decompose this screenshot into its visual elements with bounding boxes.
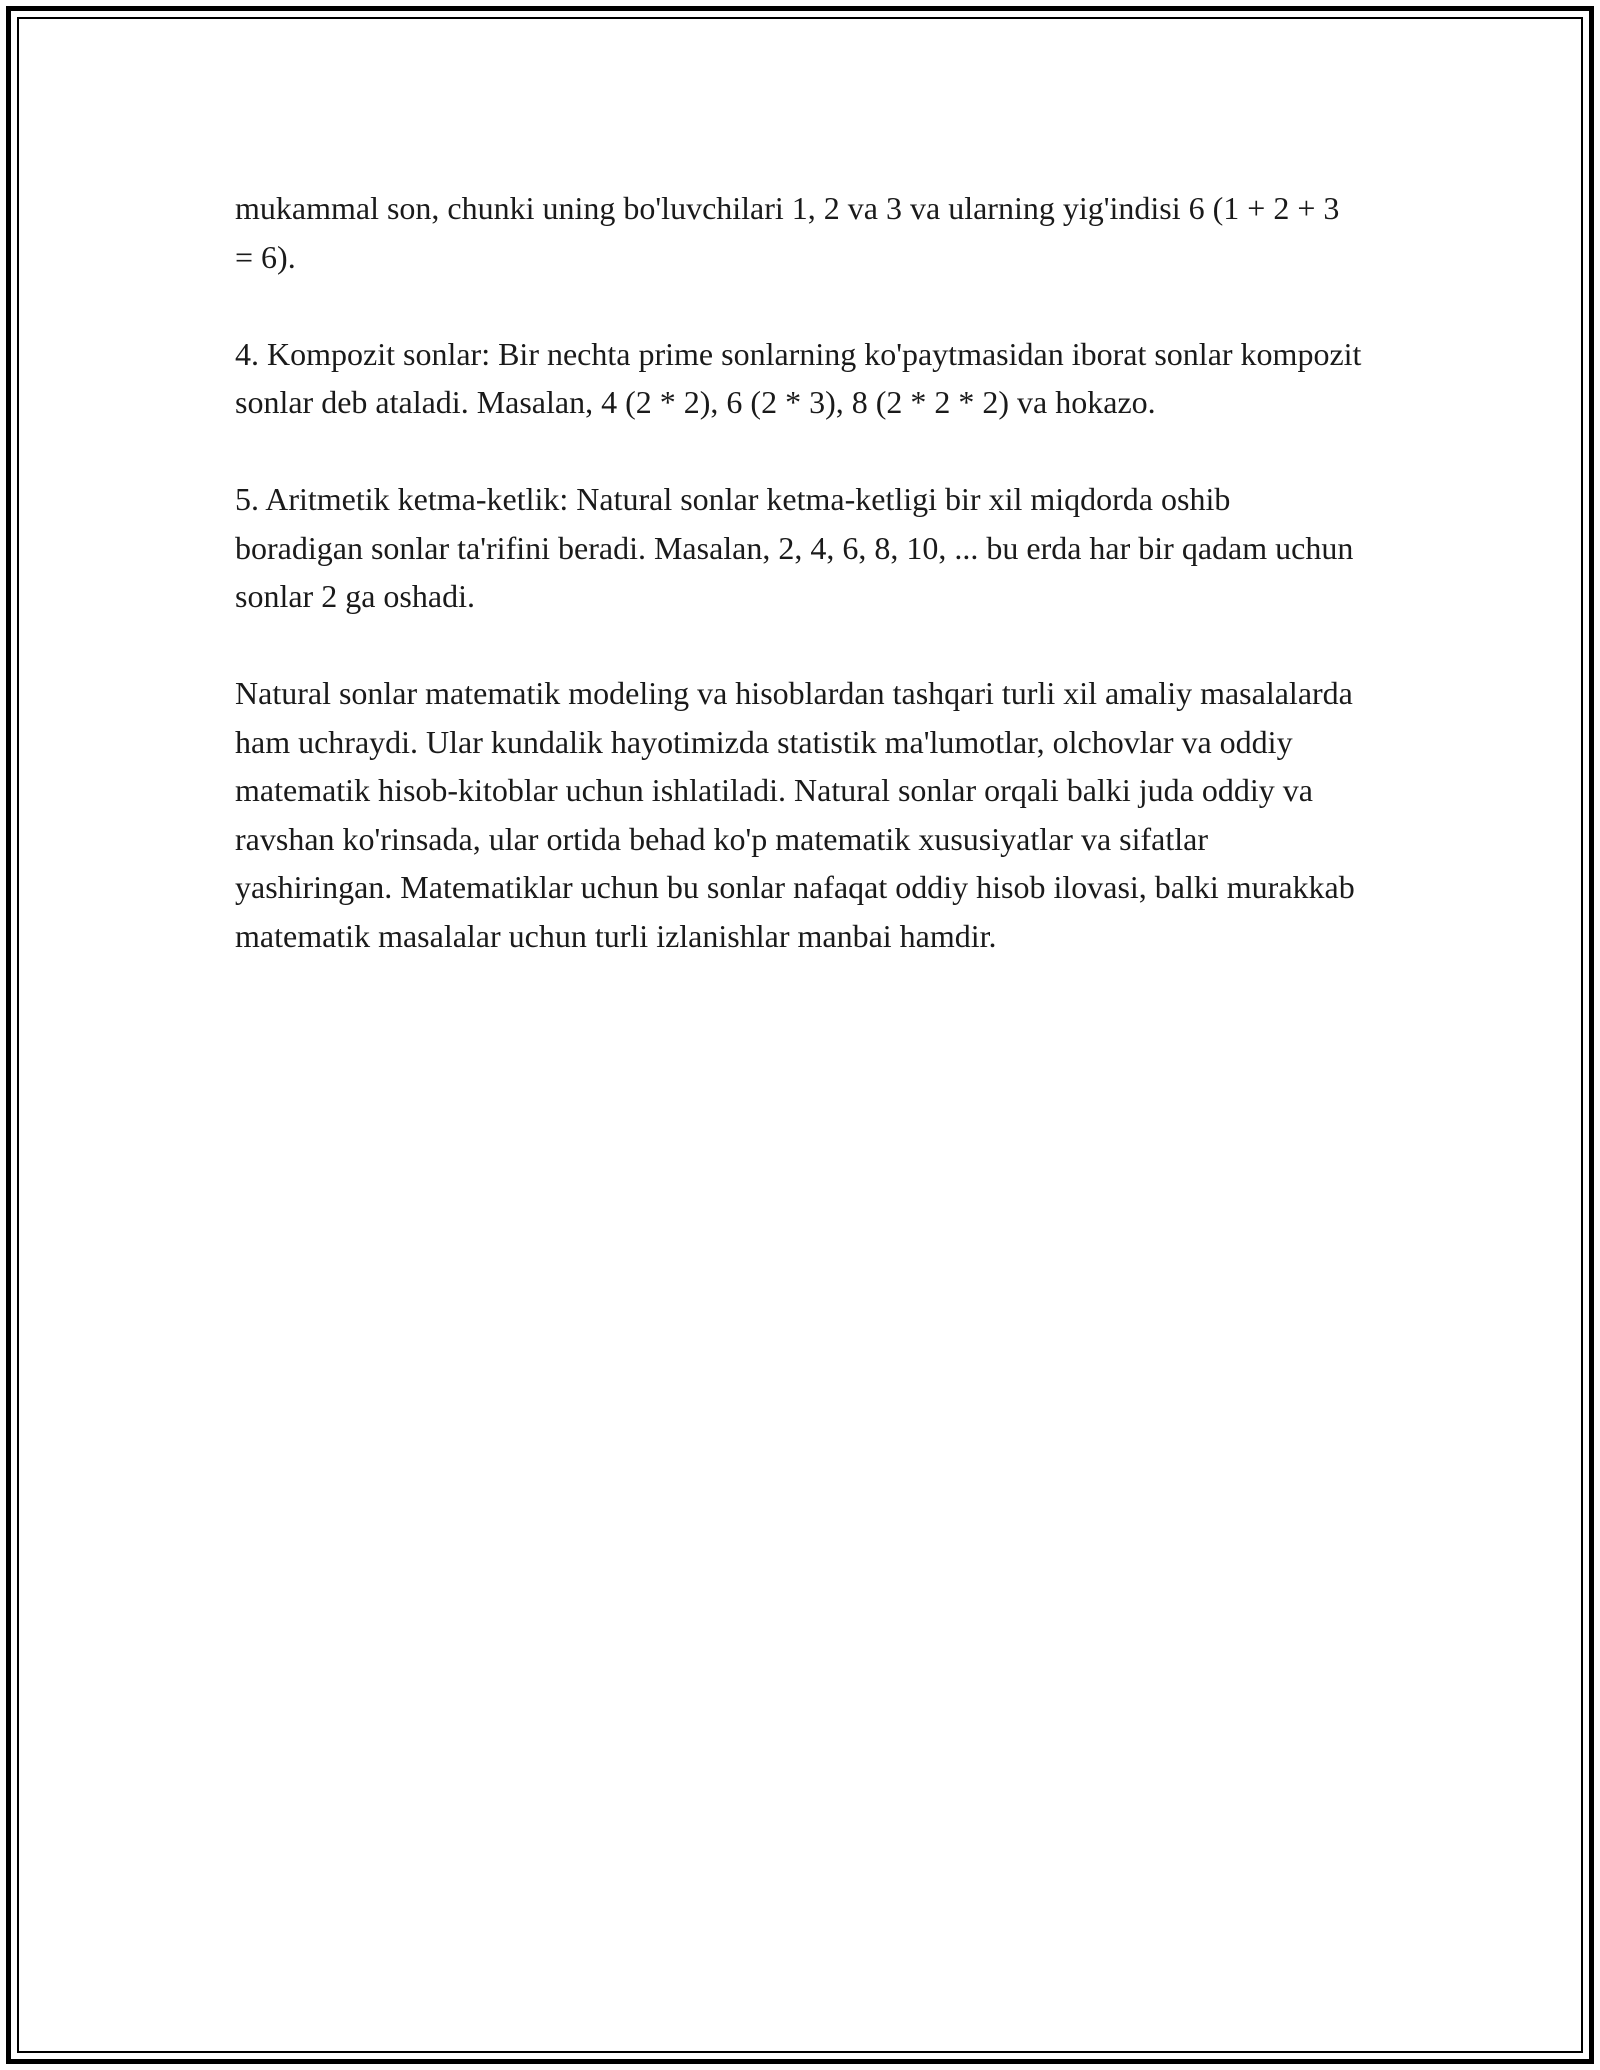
paragraph-composite-numbers: 4. Kompozit sonlar: Bir nechta prime sonlarning ko'paytmasidan iborat sonlar kompozit sonlar deb ataladi. Masalan, 4 (2 * 2), 6 (2 * 3), 8 (2 * 2 * 2) va hokazo. [235,335,1362,420]
paragraph-perfect-number: mukammal son, chunki uning bo'luvchilari 1, 2 va 3 va ularning yig'indisi 6 (1 + 2 + 3 = 6). [235,190,1340,275]
paragraph-conclusion: Natural sonlar matematik modeling va hisoblardan tashqari turli xil amaliy masalalarda ham uchraydi. Ular kundalik hayotimizda statistik ma'lumotlar, olchovlar va oddiy matematik hisob-kitoblar uchun ishlatiladi. Natural sonlar orqali balki juda oddiy va ravshan ko'rinsada, ular ortida behad ko'p matematik xususiyatlar va sifatlar yashiringan. Matematiklar uchun bu sonlar nafaqat oddiy hisob ilovasi, balki murakkab matematik masalalar uchun turli izlanishlar manbai hamdir. [235,675,1355,954]
document-body [235,184,1365,1009]
paragraph-arithmetic-sequence: 5. Aritmetik ketma-ketlik: Natural sonlar ketma-ketligi bir xil miqdorda oshib boradigan sonlar ta'rifini beradi. Masalan, 2, 4, 6, 8, 10, ... bu erda har bir qadam uchun sonlar 2 ga oshadi. [235,481,1354,614]
